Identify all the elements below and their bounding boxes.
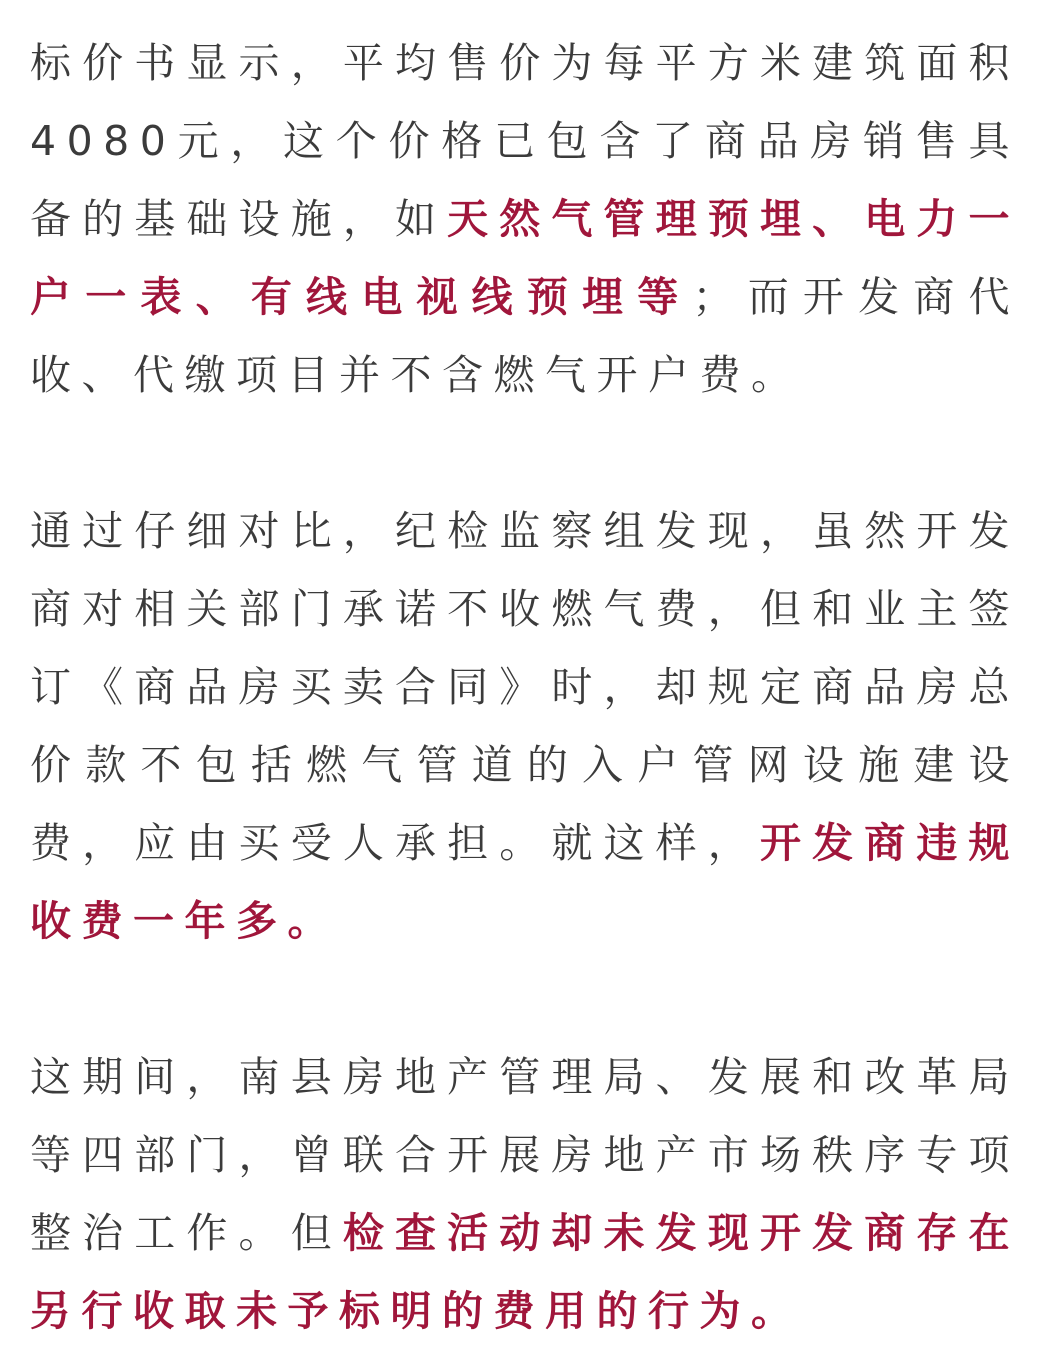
highlighted-text: 开发商违规收费一年多。	[30, 819, 1021, 945]
highlighted-text: 检查活动却未发现开发商存在另行收取未予标明的费用的行为。	[30, 1209, 1021, 1335]
paragraph-text: 这期间，南县房地产管理局、发展和改革局等四部门，曾联合开展房地产市场秩序专项整治工作。但	[30, 1053, 1020, 1257]
highlighted-text: 天然气管理预埋、电力一户一表、有线电视线预埋等	[30, 195, 1021, 321]
paragraph	[30, 492, 1020, 960]
paragraph-text: 标价书显示，平均售价为每平方米建筑面积4080元，这个价格已包含了商品房销售具备的基础设施，如	[30, 39, 1020, 243]
paragraph	[30, 24, 1020, 414]
article-body	[30, 24, 1020, 1350]
paragraph-text: ；而开发商代收、代缴项目并不含燃气开户费。	[30, 273, 1021, 399]
paragraph	[30, 1038, 1020, 1350]
paragraph-text: 通过仔细对比，纪检监察组发现，虽然开发商对相关部门承诺不收燃气费，但和业主签订《商品房买卖合同》时，却规定商品房总价款不包括燃气管道的入户管网设施建设费，应由买受人承担。就这样，	[30, 507, 1020, 867]
